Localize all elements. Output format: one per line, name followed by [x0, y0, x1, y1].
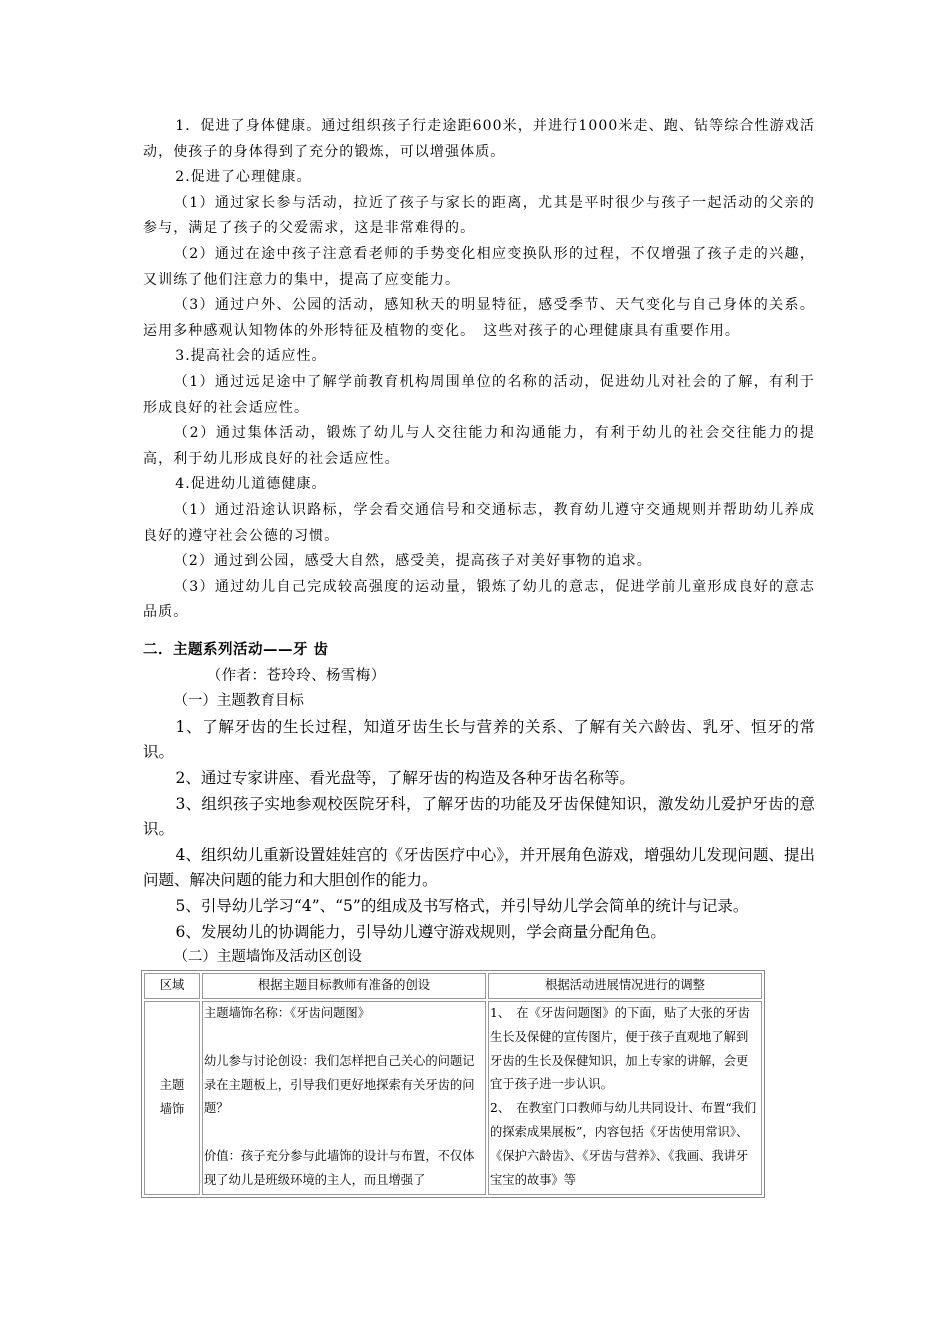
- paragraph: （2）通过到公园，感受大自然，感受美，提高孩子对美好事物的追求。: [173, 553, 652, 570]
- paragraph: 3.提高社会的适应性。: [175, 348, 327, 365]
- goal-item: 5、引导幼儿学习“4”、“5”的组成及书写格式，并引导幼儿学会简单的统计与记录。: [175, 896, 749, 915]
- paragraph: （2）通过集体活动，锻炼了幼儿与人交往能力和沟通能力，有利于幼儿的社会交往能力的提高，利于幼儿形成良好的社会适应性。: [143, 425, 815, 467]
- area-label: 主题墙饰: [159, 1078, 185, 1116]
- paragraph: 1．促进了身体健康。通过组织孩子行走途距600米，并进行1000米走、跑、钻等综合性游戏活动，使孩子的身体得到了充分的锻炼，可以增强体质。: [143, 118, 815, 160]
- paragraph: 2.促进了心理健康。: [175, 169, 312, 186]
- adjustment-cell: [488, 1001, 762, 1195]
- paragraph: （3）通过户外、公园的活动，感知秋天的明显特征，感受季节、天气变化与自己身体的关系。运用多种感观认知物体的外形特征及植物的变化。 这些对孩子的心理健康具有重要作用。: [143, 297, 815, 339]
- prepared-cell: [202, 1001, 486, 1195]
- goal-item: 4、组织幼儿重新设置娃娃宫的《牙齿医疗中心》，并开展角色游戏，增强幼儿发现问题、提出问题、解决问题的能力和大胆创作的能力。: [143, 845, 815, 890]
- goal-item: 3、组织孩子实地参观校医院牙科，了解牙齿的功能及牙齿保健知识，激发幼儿爱护牙齿的意识。: [143, 794, 815, 839]
- section-benefits: [143, 114, 815, 626]
- discussion-text: 幼儿参与讨论创设：我们怎样把自己关心的问题记录在主题板上，引导我们更好地探索有关牙齿的问题？: [204, 1053, 475, 1116]
- table-header-row: [144, 973, 762, 999]
- paragraph: （2）通过在途中孩子注意看老师的手势变化相应变换队形的过程，不仅增强了孩子走的兴趣，又训练了他们注意力的集中，提高了应变能力。: [143, 245, 815, 288]
- goal-item: 1、了解牙齿的生长过程，知道牙齿生长与营养的关系、了解有关六龄齿、乳牙、恒牙的常识。: [143, 717, 815, 762]
- adjustment-item: 2、 在教室门口教师与幼儿共同设计、布置“我们的探索成果展板”，内容包括《牙齿使用常识》、《保护六龄齿》、《牙齿与营养》、《我画、我讲牙宝宝的故事》等: [490, 1101, 757, 1187]
- goal-item: 2、通过专家讲座、看光盘等，了解牙齿的构造及各种牙齿名称等。: [175, 768, 635, 787]
- goal-item: 6、发展幼儿的协调能力，引导幼儿遵守游戏规则，学会商量分配角色。: [175, 922, 666, 941]
- paragraph: （3）通过幼儿自己完成较高强度的运动量，锻炼了幼儿的意志，促进学前儿童形成良好的意志品质。: [143, 578, 815, 621]
- section-teeth-theme: [143, 638, 815, 971]
- paragraph: （1）通过家长参与活动，拉近了孩子与家长的距离，尤其是平时很少与孩子一起活动的父亲的参与，满足了孩子的父爱需求，这是非常难得的。: [143, 194, 815, 237]
- header-adjustment: 根据活动进展情况进行的调整: [488, 973, 762, 999]
- section-heading: 二．主题系列活动——牙 齿: [143, 642, 329, 658]
- wall-decoration-table-wrapper: [141, 970, 761, 1198]
- paragraph: （1）通过远足途中了解学前教育机构周围单位的名称的活动，促进幼儿对社会的了解，有利于形成良好的社会适应性。: [143, 373, 815, 416]
- wall-decoration-table: [141, 970, 765, 1198]
- paragraph: （1）通过沿途认识路标，学会看交通信号和交通标志，教育幼儿遵守交通规则并帮助幼儿养成良好的遵守社会公德的习惯。: [143, 501, 815, 544]
- subheading-wall: （二）主题墙饰及活动区创设: [173, 949, 362, 966]
- value-text: 价值：孩子充分参与此墙饰的设计与布置，不仅体现了幼儿是班级环境的主人，而且增强了: [204, 1149, 475, 1187]
- wall-name: 主题墙饰名称：《牙齿问题图》: [204, 1006, 371, 1020]
- header-area: 区域: [144, 973, 200, 999]
- area-cell: [144, 1001, 200, 1195]
- table-row: [144, 1001, 762, 1195]
- author-line: （作者：苍玲玲、杨雪梅）: [206, 667, 386, 684]
- adjustment-item: 1、 在《牙齿问题图》的下面，贴了大张的牙齿生长及保健的宣传图片，便于孩子直观地了解到牙齿的生长及保健知识，加上专家的讲解，会更宜于孩子进一步认识。: [490, 1006, 750, 1092]
- header-prepared: 根据主题目标教师有准备的创设: [202, 973, 486, 999]
- paragraph: 4.促进幼儿道德健康。: [175, 476, 327, 493]
- subheading-goals: （一）主题教育目标: [173, 693, 304, 710]
